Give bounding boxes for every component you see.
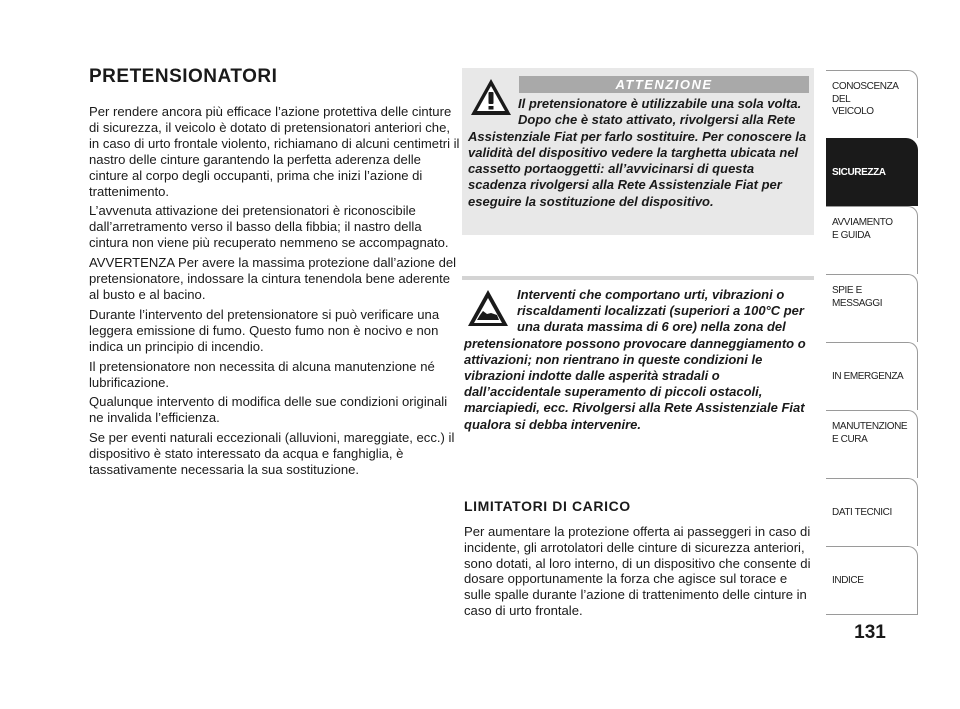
tab-label: SICUREZZA bbox=[832, 167, 886, 178]
tab-label: INDICE bbox=[832, 575, 864, 586]
separator bbox=[462, 276, 814, 280]
tab-spie-e-messaggi[interactable] bbox=[826, 274, 918, 342]
section-title: PRETENSIONATORI bbox=[89, 66, 278, 87]
paragraph: L’avvenuta attivazione dei pretensionatori è riconoscibile dall’arretramento verso il basso della fibbia; il nastro della cintura non viene più recuperato nemmeno se accompagnato. bbox=[89, 203, 449, 251]
tabs-bottom-rule bbox=[826, 614, 918, 615]
tab-label: IN EMERGENZA bbox=[832, 371, 904, 382]
warning-box bbox=[462, 68, 814, 235]
tab-label: DATI TECNICI bbox=[832, 507, 892, 518]
paragraph: Il pretensionatore non necessita di alcuna manutenzione né lubrificazione. bbox=[89, 358, 435, 390]
environment-note bbox=[464, 287, 816, 433]
subsection-title: LIMITATORI DI CARICO bbox=[464, 498, 631, 514]
paragraph: Per rendere ancora più efficace l’azione protettiva delle cinture di sicurezza, il veicolo è dotato di pretensionatori anteriori che, in caso di urto frontale violento, richiamano di alcuni centimetri il nastro delle cinture garantendo la perfetta aderenza delle cinture al corpo degli occupanti, prima che inizi l’azione di trattenimento. bbox=[89, 104, 460, 199]
body-column bbox=[89, 104, 461, 482]
environment-triangle-icon bbox=[465, 287, 511, 329]
warning-header: ATTENZIONE bbox=[519, 76, 809, 93]
tab-indice[interactable] bbox=[826, 546, 918, 614]
tab-sicurezza[interactable] bbox=[826, 138, 918, 206]
tab-label: SPIE E MESSAGGI bbox=[832, 285, 883, 309]
warning-text-content: Il pretensionatore è utilizzabile una sola volta. Dopo che è stato attivato, rivolgersi alla Rete Assistenziale Fiat per farlo sostituire. Per conoscere la validità del dispositivo vedere la targhetta ubicata nel cassetto portaoggetti: all’avvicinarsi di questa scadenza rivolgersi alla Rete Assistenziale Fiat per eseguire la sostituzione del dispositivo. bbox=[468, 96, 807, 209]
tab-manutenzione-e-cura[interactable] bbox=[826, 410, 918, 478]
tab-dati-tecnici[interactable] bbox=[826, 478, 918, 546]
tab-conoscenza-del-veicolo[interactable] bbox=[826, 70, 918, 138]
tab-in-emergenza[interactable] bbox=[826, 342, 918, 410]
chapter-tabs bbox=[826, 70, 918, 614]
paragraph: Se per eventi naturali eccezionali (alluvioni, mareggiate, ecc.) il dispositivo è stato interessato da acqua e fanghiglia, è tassativamente necessaria la sua sostituzione. bbox=[89, 430, 455, 478]
tab-label: MANUTENZIONE E CURA bbox=[832, 421, 908, 445]
paragraph: Qualunque intervento di modifica delle sue condizioni originali ne invalida l’efficienza. bbox=[89, 394, 448, 426]
paragraph: AVVERTENZA Per avere la massima protezione dall’azione del pretensionatore, indossare la cintura tenendola bene aderente al busto e al bacino. bbox=[89, 255, 457, 302]
tab-label: CONOSCENZA DEL VEICOLO bbox=[832, 81, 899, 117]
tab-avviamento-e-guida[interactable] bbox=[826, 206, 918, 274]
environment-note-content: Interventi che comportano urti, vibrazioni o riscaldamenti localizzati (superiori a 100°C per una durata massima di 6 ore) nella zona del pretensionatore possono provocare danneggiamento o attivazioni; non rientrano in queste condizioni le vibrazioni indotte dalle asperità stradali o dall’accidentale superamento di piccoli ostacoli, marciapiedi, ecc. Rivolgersi alla Rete Assistenziale Fiat qualora si debba intervenire. bbox=[464, 287, 806, 432]
paragraph: Durante l’intervento del pretensionatore si può verificare una leggera emissione di fumo. Questo fumo non è nocivo e non indica un principio di incendio. bbox=[89, 306, 440, 354]
subsection-text: Per aumentare la protezione offerta ai passeggeri in caso di incidente, gli arrotolatori delle cinture di sicurezza anteriori, sono dotati, al loro interno, di un dispositivo che consente di dosare opportunamente la forza che agisce sul torace e sulle spalle durante l’azione di trattenimento delle cinture in caso di urto frontale. bbox=[464, 524, 811, 618]
warning-text bbox=[468, 96, 808, 210]
tab-label: AVVIAMENTO E GUIDA bbox=[832, 217, 893, 241]
page-number: 131 bbox=[854, 622, 886, 643]
